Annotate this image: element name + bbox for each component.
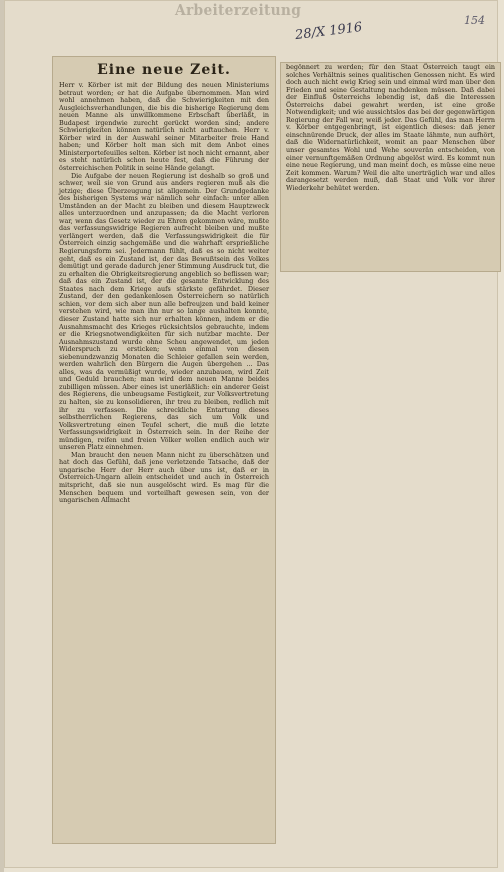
article-title: Eine neue Zeit. <box>97 62 231 78</box>
article-column-left <box>57 59 271 505</box>
page-number: 154 <box>464 14 485 27</box>
article-paragraph: Die Aufgabe der neuen Regierung ist deshalb so groß und schwer, weil sie von Grund aus anders regieren muß als die jetzige; diese Überzeugung ist allgemein. Der Grundgedanke des bisherigen Systems war nämlich sehr einfach: unter allen Umständen an der Macht zu bleiben und diesem Hauptzweck alles unterzuordnen und anzupassen; da die Macht verloren war, wenn das Gesetz wieder zu Ehren gekommen wäre, mußte das verfassungswidrige Regieren aufrecht bleiben und mußte verlängert werden, daß die Verfassungswidrigkeit die für Österreich einzig sachgemäße und die wahrhaft ersprießliche Regierungsform sei. Jedermann fühlt, daß es so nicht weiter geht, daß es ein Zustand ist, der das Bewußtsein des Volkes demütigt und gerade dadurch jener Stimmung Ausdruck tut, die zu erhalten die Obrigkeitsregierung angeblich so beflissen war; daß das ein Zustand ist, der die gesamte Entwicklung des Staates nach dem Kriege aufs stärkste gefährdet. Dieser Zustand, der den gedankenlosen Österreichern so natürlich schien, vor dem sich aber nun alle befreujzen und bald keiner verstehen wird, wie man ihn nur so lange aushalten konnte, dieser Zustand hatte sich nur erhalten können, indem er die Ausnahmsmacht des Krieges rücksichtslos gebrauchte, indem er die Kriegsnotwendigkeiten für sich nutzbar machte. Der Ausnahmszustand wurde ohne Scheu angewendet, um jeden Widerspruch zu ersticken; wenn einmal von diesen siebenundzwanzig Monaten die Schleier gefallen sein werden, werden wahrlich den Bürgern die Augen übergehen ... Das alles, was da vermüßigt wurde, wieder anzubauen, wird Zeit und Geduld brauchen; man wird dem neuen Manne beides zubilligen müssen. Aber eines ist unerläßlich: ein anderer Geist des Regierens, die unbeugsame Festigkeit, zur Volksvertretung zu halten, sie zu konsolidieren, ihr treu zu bleiben, redlich mit ihr zu verfassen. Die schreckliche Entartung dieses selbstherrlichen Regierens, das sich um Volk und Volksvertretung einen Teufel schert, die muß die letzte Verfassungswidrigkeit in Österreich sein. In der Reihe der mündigen, reifen und freien Völker wollen endlich auch wir unseren Platz einnehmen. <box>59 171 269 452</box>
article-paragraph: Man braucht den neuen Mann nicht zu überschätzen und hat doch das Gefühl, daß jene verletzende Tatsache, daß der ungarische Herr der Herr auch über uns ist, daß er in Österreich-Ungarn allein entscheidet und auch in Österreich mitspricht, daß sie nun ausgelöscht wird. Es mag für die Menschen bequem und vorteilhaft gewesen sein, von der ungarischen Allmacht <box>59 450 269 505</box>
handwritten-date: 28/X 1916 <box>294 19 364 44</box>
article-paragraph: Herr v. Körber ist mit der Bildung des neuen Ministeriums betraut worden; er hat die Aufgabe übernommen. Man wird wohl annehmen haben, daß die Schwierigkeiten mit den Ausgleichsverhandlungen, die bis die bisherige Regierung dem neuen Manne als unwillkommene Erbschaft überläßt, in Budapest irgendwie zurecht gerückt worden sind; andere Schwierigkeiten können natürlich nicht auftauchen. Herr v. Körber wird in der Auswahl seiner Mitarbeiter freie Hand haben; und Körber holt man sich mit dem Anbot eines Ministerportefeuilles selten. Körber ist noch nicht ernannt, aber es steht natürlich schon heute fest, daß die Führung der österreichischen Politik in seine Hände gelangt. <box>59 81 269 173</box>
article-paragraph: begönnert zu werden; für den Staat Österreich taugt ein solches Verhältnis seines qualitischen Genossen nicht. Es wird doch auch nicht ewig Krieg sein und einmal wird man über den Frieden und seine Gestaltung nachdenken müssen. Daß dabei der Einfluß Österreichs lebendig ist, daß die Interessen Österreichs dabei gewahrt werden, ist eine große Notwendigkeit; und wie aussichtslos das bei der gegenwärtigen Regierung der Fall war, weiß jeder. Das Gefühl, das man Herrn v. Körber entgegenbringt, ist eigentlich dieses: daß jener einschnürende Druck, der alles im Staate lähmte, nun aufhört, daß die Widernatürlichkeit, womit an paar Menschen über unser gesamtes Wohl und Wehe souverän entscheiden, von einer vernunftgemäßen Ordnung abgelöst wird. Es kommt nun eine neue Regierung, und man meint doch, es müsse eine neue Zeit kommen. Warum? Weil die alte unerträglich war und alles darangesetzt werden muß, daß Staat und Volk vor ihrer Wiederkehr behütet werden. <box>286 63 495 192</box>
newspaper-masthead: Arbeiterzeitung <box>175 1 302 19</box>
article-column-right <box>284 64 497 192</box>
